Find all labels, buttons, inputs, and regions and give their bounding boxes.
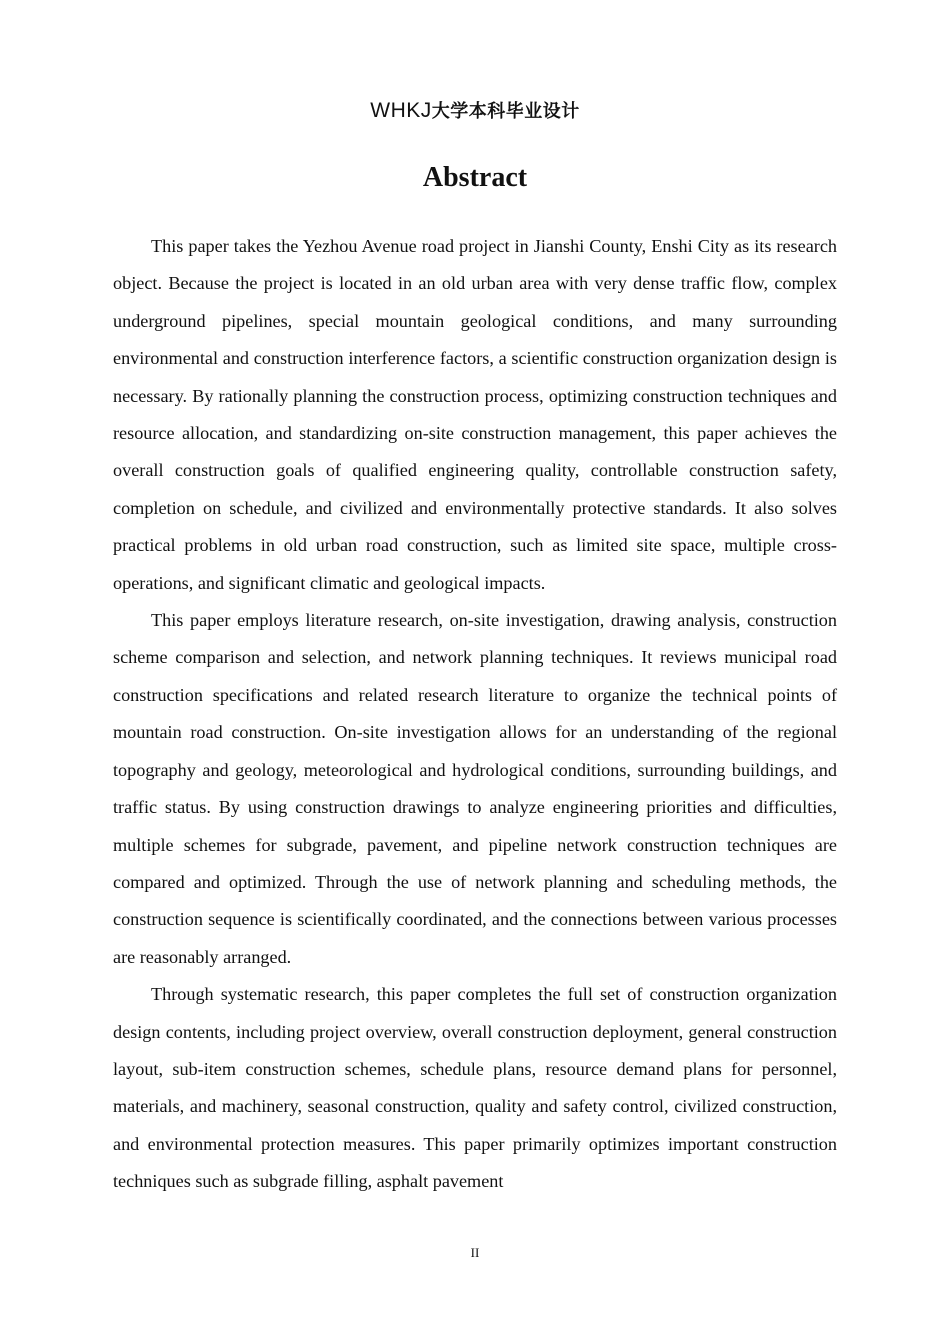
- paragraph-3: Through systematic research, this paper completes the full set of construction organization design contents, including project overview, overall construction deployment, general construction layout, sub-item construction schemes, schedule plans, resource demand plans for personnel, materials, and machinery, seasonal construction, quality and safety control, civilized construction, and environmental protection measures. This paper primarily optimizes important construction techniques such as subgrade filling, asphalt pavement: [113, 984, 837, 1192]
- header-university-code: WHKJ: [370, 99, 432, 122]
- page-number: II: [470, 1245, 480, 1260]
- abstract-body: [113, 228, 837, 1201]
- paragraph-1: This paper takes the Yezhou Avenue road project in Jianshi County, Enshi City as its research object. Because the project is located in an old urban area with very dense traffic flow, complex underground pipelines, special mountain geological conditions, and many surrounding environmental and construction interference factors, a scientific construction organization design is necessary. By rationally planning the construction process, optimizing construction techniques and resource allocation, and standardizing on-site construction management, this paper achieves the overall construction goals of qualified engineering quality, controllable construction safety, completion on schedule, and civilized and environmentally protective standards. It also solves practical problems in old urban road construction, such as limited site space, multiple cross-operations, and significant climatic and geological impacts.: [113, 236, 837, 593]
- running-header: [0, 96, 950, 126]
- header-thesis-label: 大学本科毕业设计: [431, 101, 580, 122]
- paragraph-2: This paper employs literature research, on-site investigation, drawing analysis, construction scheme comparison and selection, and network planning techniques. It reviews municipal road construction specifications and related research literature to organize the technical points of mountain road construction. On-site investigation allows for an understanding of the regional topography and geology, meteorological and hydrological conditions, surrounding buildings, and traffic status. By using construction drawings to analyze engineering priorities and difficulties, multiple schemes for subgrade, pavement, and pipeline network construction techniques are compared and optimized. Through the use of network planning and scheduling methods, the construction sequence is scientifically coordinated, and the connections between various processes are reasonably arranged.: [113, 610, 837, 967]
- page-title: Abstract: [422, 162, 528, 193]
